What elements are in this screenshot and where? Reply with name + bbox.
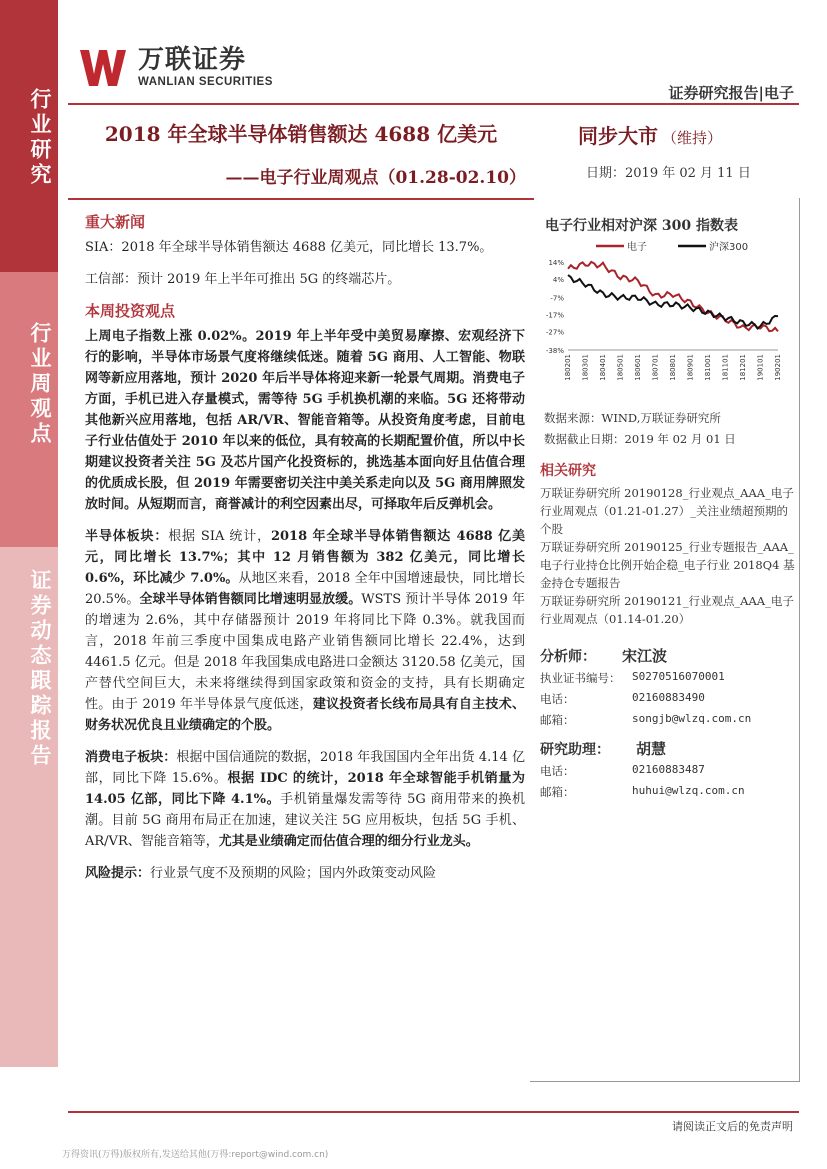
x-tick-label: 181101 <box>721 354 730 381</box>
logo-text-cn: 万联证券 <box>138 45 247 75</box>
weekly-view-paragraph <box>85 326 525 515</box>
text-span: WSTS 预计半导体 2019 年的增速为 2.6%，其中存储器预计 2019 年将同比下降 0.3%。就我国而言，2018 年前三季度中国集成电路产业销售额同比增长 22.4%，达到 4461.5 亿元。但是 2018 年我国集成电路进口金额达 3120.58 亿美元，国产替代空间巨大，未来将继续得到国家政策和资金的支持，具有长期确定性。由于 2019 年半导体景气度低迷， <box>85 592 525 712</box>
relative-index-chart <box>538 236 796 406</box>
consumer-electronics-paragraph <box>85 747 525 852</box>
analyst-cert <box>540 670 725 686</box>
company-logo <box>80 47 273 88</box>
analyst-mail <box>540 712 752 728</box>
sidebar-block-tracking <box>0 547 58 1067</box>
sidebar-block-weekly <box>0 272 58 547</box>
mail-label: 邮箱： <box>540 785 575 799</box>
sidebar-label-tracking: 证券动态跟踪报告 <box>28 569 53 769</box>
cert-label: 执业证书编号： <box>540 671 621 685</box>
header-divider <box>68 103 799 105</box>
text-span: 2018 年全球半导体销售额达 4688 亿美元，同比增长 13.7%；其中 12 月销售额为 382 亿美元，同比增长 0.6%，环比减少 7.0%。 <box>85 529 525 586</box>
assistant-mail <box>540 784 745 800</box>
related-research-item[interactable]: 万联证券研究所 20190121_行业观点_AAA_电子行业周观点（01.14-01.20） <box>540 594 794 626</box>
y-tick-label: -27% <box>545 328 564 337</box>
report-subtitle: ——电子行业周观点（01.28-02.10） <box>225 168 526 188</box>
y-tick-label: 4% <box>552 275 564 284</box>
text-span: 根据 IDC 的统计，2018 年全球智能手机销量为 14.05 亿部，同比下降 4.1%。 <box>85 771 525 807</box>
title-divider <box>68 198 534 200</box>
mail-label: 邮箱： <box>540 713 575 727</box>
analyst-label: 分析师： <box>540 649 596 665</box>
text-span: 根据 SIA 统计， <box>168 529 271 544</box>
x-tick-label: 181201 <box>739 354 747 381</box>
assistant-tel <box>540 763 705 779</box>
assistant-label: 研究助理： <box>540 742 610 758</box>
mail-value[interactable]: songjb@wlzq.com.cn <box>632 712 752 725</box>
x-tick-label: 180801 <box>669 354 677 381</box>
text-span: 全球半导体销售额同比增速明显放缓。 <box>139 592 362 607</box>
x-tick-label: 180601 <box>634 354 642 381</box>
cert-value: S0270516070001 <box>632 670 725 683</box>
x-tick-label: 180501 <box>616 354 625 381</box>
text-span: 尤其是业绩确定而估值合理的细分行业龙头。 <box>218 834 479 849</box>
news-item: SIA：2018 年全球半导体销售额达 4688 亿美元，同比增长 13.7%。 <box>85 240 493 255</box>
related-research-list <box>540 484 796 628</box>
data-cutoff-date: 数据截止日期：2019 年 02 月 01 日 <box>544 432 736 446</box>
rating-label: 同步大市 <box>578 124 658 148</box>
text-span: 行业景气度不及预期的风险；国内外政策变动风险 <box>150 866 437 881</box>
y-tick-label: 14% <box>548 259 564 267</box>
risk-paragraph <box>85 863 525 884</box>
series-line-0 <box>568 262 778 332</box>
legend-label: 电子 <box>627 242 647 253</box>
report-title: 2018 年全球半导体销售额达 4688 亿美元 <box>104 122 498 146</box>
semiconductor-label: 半导体板块： <box>85 529 169 544</box>
related-research-item[interactable]: 万联证券研究所 20190128_行业观点_AAA_电子行业周观点（01.21-01.27）_关注业绩超预期的个股 <box>540 486 794 536</box>
text-span: 手机销量爆发需等待 5G 商用带来的换机潮。目前 5G 商用布局正在加速，建议关注 5G 应用板块，包括 5G 手机、AR/VR、智能音箱等， <box>85 792 526 849</box>
sidebar-block-research <box>0 0 58 272</box>
report-type: 证券研究报告|电子 <box>668 84 794 102</box>
x-tick-label: 190101 <box>756 354 765 381</box>
data-source: 数据来源：WIND,万联证券研究所 <box>544 411 721 425</box>
risk-label: 风险提示： <box>85 866 151 881</box>
legend-label: 沪深300 <box>709 242 749 253</box>
consumer-label: 消费电子板块： <box>85 750 177 765</box>
analyst-name: 宋江波 <box>622 647 668 665</box>
mail-value[interactable]: huhui@wlzq.com.cn <box>632 784 745 797</box>
tel-value: 02160883487 <box>632 763 705 776</box>
analyst-tel <box>540 691 705 707</box>
x-tick-label: 181001 <box>704 354 712 381</box>
assistant-name: 胡慧 <box>636 740 667 758</box>
left-sidebar <box>0 0 58 1169</box>
related-research-item[interactable]: 万联证券研究所 20190125_行业专题报告_AAA_电子行业持仓比例开始企稳_电子行业 2018Q4 基金持仓专题报告 <box>540 540 795 590</box>
x-tick-label: 180901 <box>686 354 695 381</box>
y-tick-label: -38% <box>545 347 564 355</box>
report-date: 日期：2019 年 02 月 11 日 <box>586 166 751 181</box>
news-item: 工信部：预计 2019 年上半年可推出 5G 的终端芯片。 <box>85 272 401 287</box>
chart-title: 电子行业相对沪深 300 指数表 <box>545 218 738 234</box>
wanlian-logo-icon <box>80 48 130 88</box>
tel-value: 02160883490 <box>632 691 705 704</box>
rating <box>578 120 722 149</box>
sidebar-label-weekly: 行业周观点 <box>28 322 53 447</box>
text-span: 建议投资者长线布局具有自主技术、财务状况优良且业绩确定的个股。 <box>85 697 525 733</box>
text-span: 从地区来看，2018 全年中国增速最快，同比增长 20.5%。 <box>85 571 525 607</box>
footer-copyright: 万得资讯(万得)版权所有,发送给其他(万得:report@wind.com.cn) <box>62 1150 329 1160</box>
analyst-heading <box>540 645 667 666</box>
news-heading: 重大新闻 <box>85 213 146 231</box>
y-tick-label: -17% <box>545 311 564 320</box>
semiconductor-paragraph <box>85 526 525 736</box>
main-content <box>85 212 525 895</box>
tel-label: 电话： <box>540 764 575 778</box>
y-tick-label: -7% <box>550 294 564 303</box>
rating-note: （维持） <box>662 129 723 147</box>
weekly-view-text: 上周电子指数上涨 0.02%。2019 年上半年受中美贸易摩擦、宏观经济下行的影响，半导体市场景气度将继续低迷。随着 5G 商用、人工智能、物联网等新应用落地，预计 2020 年后半导体将迎来新一轮景气周期。消费电子方面，手机已进入存量模式，需等待 5G 手机换机潮的来临。5G 还将带动其他新兴应用落地，包括 AR/VR、智能音箱等。从投资角度考虑，目前电子行业估值处于 2010 年以来的低位，具有较高的长期配置价值，所以中长期建议投资者关注 5G 及芯片国产化投资标的，挑选基本面向好且估值合理的优质成长股，但 2019 年需要密切关注中美关系走向以及 5G 商用牌照发放时间。从短期而言，商誉减计的利空因素出尽，可择取年后反弹机会。 <box>85 329 525 512</box>
assistant-heading <box>540 738 666 759</box>
x-tick-label: 180701 <box>651 354 660 381</box>
logo-text-en: WANLIAN SECURITIES <box>138 76 273 88</box>
related-research-heading: 相关研究 <box>540 463 596 479</box>
sidebar-label-research: 行业研究 <box>28 88 53 188</box>
x-tick-label: 190201 <box>774 354 782 381</box>
series-line-1 <box>568 275 778 329</box>
view-heading: 本周投资观点 <box>85 302 176 320</box>
tel-label: 电话： <box>540 692 575 706</box>
text-span: 根据中国信通院的数据，2018 年我国国内全年出货 4.14 亿部，同比下降 15.6%。 <box>85 750 525 786</box>
disclaimer-note: 请阅读正文后的免责声明 <box>672 1120 793 1133</box>
footer-divider <box>68 1111 799 1113</box>
x-tick-label: 180201 <box>564 354 572 381</box>
x-tick-label: 180301 <box>581 354 590 381</box>
x-tick-label: 180401 <box>599 354 607 381</box>
